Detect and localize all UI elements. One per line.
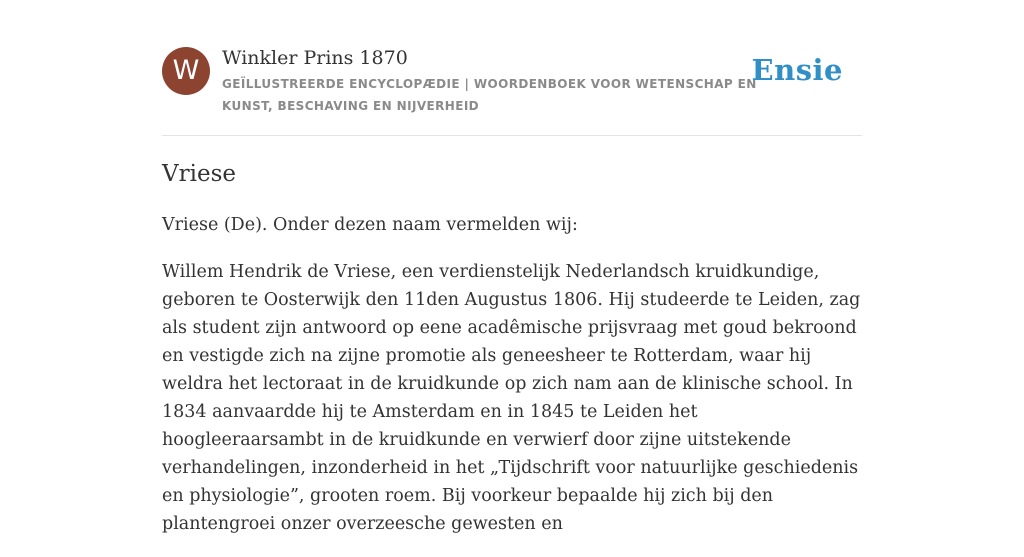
article-paragraph: Willem Hendrik de Vriese, een verdienstelijk Nederlandsch kruidkundige, geboren te Oosterwijk den 11den Augustus 1806. Hij studeerde te Leiden, zag als student zijn antwoord op eene acadêmische prijsvraag met goud bekroond en vestigde zich na zijne promotie als geneesheer te Rotterdam, waar hij weldra het lectoraat in de kruidkunde op zich nam aan de klinische school. In 1834 aanvaardde hij te Amsterdam en in 1845 te Leiden het hoogleeraarsambt in de kruidkunde en verwierf door zijne uitstekende verhandelingen, inzonderheid in het „Tijdschrift voor natuurlijke geschiedenis en physiologie”, grooten roem. Bij voorkeur bepaalde hij zich bij den plantengroei onzer overzeesche gewesten en bbox=[162, 262, 861, 534]
source-title[interactable]: Winkler Prins 1870 bbox=[222, 47, 408, 69]
source-header bbox=[162, 46, 862, 116]
source-subtitle: GEÏLLUSTREERDE ENCYCLOPÆDIE | WOORDENBOEK VOOR WETENSCHAP EN KUNST, BESCHAVING EN NIJVERHEID bbox=[222, 77, 757, 113]
article-paragraph: Vriese (De). Onder dezen naam vermelden wij: bbox=[162, 215, 578, 235]
source-avatar[interactable]: W bbox=[162, 47, 210, 95]
ensie-logo[interactable]: Ensie bbox=[751, 53, 843, 87]
article-title: Vriese bbox=[162, 161, 236, 187]
header-divider bbox=[162, 135, 862, 136]
article-body bbox=[162, 211, 862, 557]
